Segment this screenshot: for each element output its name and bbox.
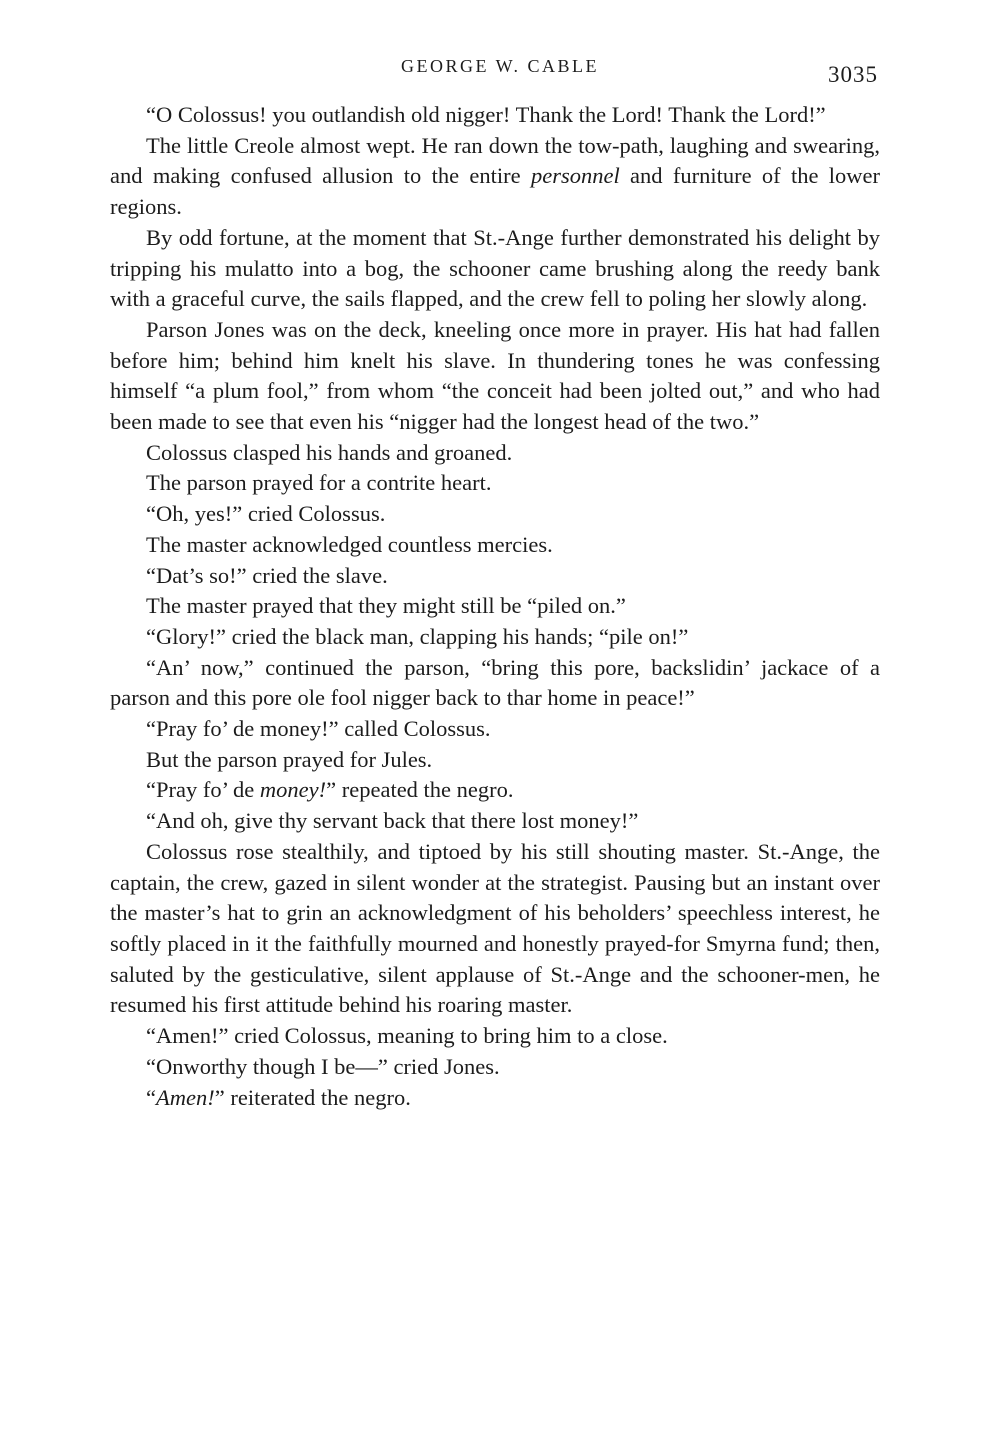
text-run: Colossus rose stealthily, and tiptoed by his still shouting master. St.-Ange, the captain, the crew, gazed in silent wonder at the strategist. Pausing but an instant over the master’s hat to grin an acknowledgment of his beholders’ speechless interest, he softly placed in it the faithfully mourned and honestly prayed-for Smyrna fund; then, saluted by the gesticulative, silent applause of St.-Ange and the schooner-men, he resumed his first attitude behind his roaring master. (110, 838, 880, 1018)
text-run: “Oh, yes!” cried Colossus. (146, 501, 386, 527)
text-run: But the parson prayed for Jules. (146, 746, 433, 772)
text-run: “Glory!” cried the black man, clapping his hands; “pile on!” (146, 623, 689, 649)
text-run: “Dat’s so!” cried the slave. (146, 562, 388, 588)
paragraph (110, 499, 880, 530)
text-run: By odd fortune, at the moment that St.-Ange further demonstrated his delight by tripping his mulatto into a bog, the schooner came brushing along the reedy bank with a graceful curve, the sails flapped, and the crew fell to poling her slowly along. (110, 224, 880, 312)
page-body (110, 100, 880, 1113)
paragraph (110, 806, 880, 837)
paragraph (110, 315, 880, 438)
paragraph (110, 745, 880, 776)
text-run: “Pray fo’ de (146, 777, 260, 803)
paragraph (110, 468, 880, 499)
text-run: The little Creole almost wept. He ran down the tow-path, laughing and swearing, and making confused allusion to the entire (110, 132, 880, 189)
text-run: The master acknowledged countless mercies. (146, 531, 553, 557)
paragraph (110, 837, 880, 1021)
paragraph (110, 1083, 880, 1114)
text-run: “Amen!” cried Colossus, meaning to bring him to a close. (146, 1023, 668, 1049)
text-run: The parson prayed for a contrite heart. (146, 470, 492, 496)
page-number: 3035 (828, 62, 878, 87)
text-run: “O Colossus! you outlandish old nigger! Thank the Lord! Thank the Lord!” (146, 102, 826, 127)
paragraph (110, 561, 880, 592)
text-run: “Pray fo’ de money!” called Colossus. (146, 716, 491, 742)
text-run: “ (146, 1084, 156, 1110)
paragraph (110, 223, 880, 315)
paragraph (110, 775, 880, 806)
running-head: GEORGE W. CABLE (400, 56, 599, 76)
paragraph (110, 1021, 880, 1052)
italic-text-run: personnel (530, 163, 620, 189)
text-run: “And oh, give thy servant back that there lost money!” (146, 808, 639, 834)
text-run: and furniture of the lower regions. (110, 163, 881, 220)
italic-text-run: money! (259, 777, 327, 803)
paragraph (110, 622, 880, 653)
text-run: “Onworthy though I be—” cried Jones. (146, 1053, 500, 1079)
text-run: ” reiterated the negro. (214, 1084, 411, 1110)
text-run: ” repeated the negro. (326, 777, 514, 803)
text-run: “An’ now,” continued the parson, “bring this pore, backslidin’ jackace of a parson and this pore ole fool nigger back to thar home in peace!” (110, 654, 880, 711)
text-run: Colossus clasped his hands and groaned. (146, 439, 513, 465)
page-header (0, 52, 1000, 86)
paragraph (110, 653, 880, 714)
text-run: Parson Jones was on the deck, kneeling once more in prayer. His hat had fallen before him; behind him knelt his slave. In thundering tones he was confessing himself “a plum fool,” from whom “the conceit had been jolted out,” and who had been made to see that even his “nigger had the longest head of the two.” (110, 316, 880, 435)
text-run: The master prayed that they might still be “piled on.” (146, 593, 626, 619)
paragraph (110, 131, 880, 223)
paragraph (110, 438, 880, 469)
paragraph (110, 714, 880, 745)
italic-text-run: Amen! (156, 1084, 215, 1110)
paragraph (110, 591, 880, 622)
paragraph (110, 1052, 880, 1083)
paragraph (110, 530, 880, 561)
paragraph (110, 100, 880, 131)
